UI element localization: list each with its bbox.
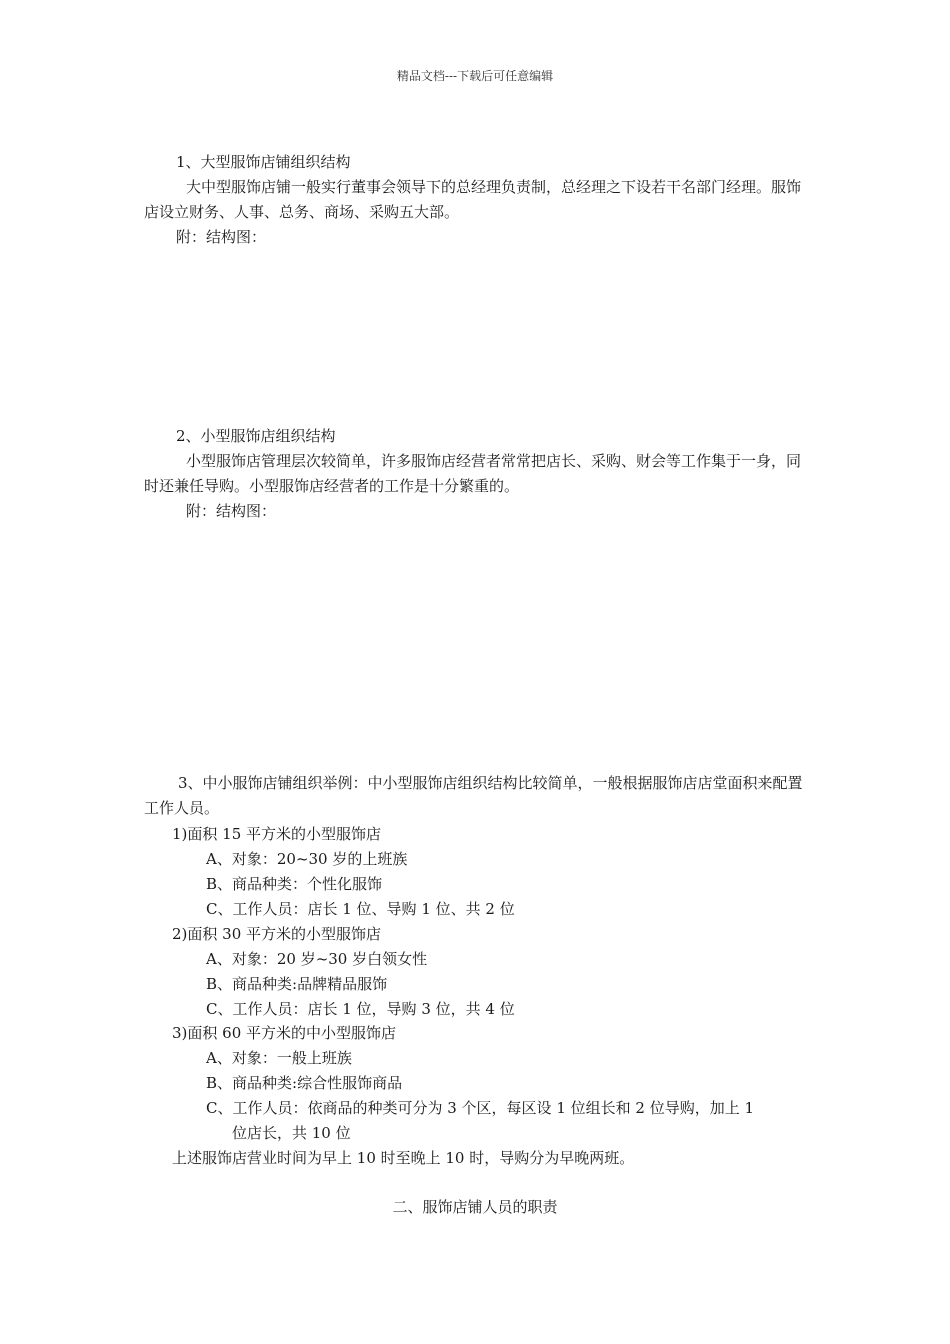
heading-2: 二、服饰店铺人员的职责 (392, 1198, 558, 1216)
section1-body: 大中型服饰店铺一般实行董事会领导下的总经理负责制，总经理之下设若干名部门经理。服饰店设立财务、人事、总务、商场、采购五大部。 (144, 178, 802, 221)
section2-body: 小型服饰店管理层次较简单，许多服饰店经营者常常把店长、采购、财会等工作集于一身，同时还兼任导购。小型服饰店经营者的工作是十分繁重的。 (144, 452, 802, 495)
shop3-staff-line1: C、工作人员：依商品的种类可分为 3 个区，每区设 1 位组长和 2 位导购，加上 1 (206, 1099, 755, 1117)
shop3-target: A、对象：一般上班族 (206, 1049, 352, 1067)
shop1-staff: C、工作人员：店长 1 位、导购 1 位、共 2 位 (206, 900, 515, 918)
shop1-title: 1)面积 15 平方米的小型服饰店 (172, 825, 382, 843)
shop3-staff-line2: 位店长，共 10 位 (232, 1124, 351, 1142)
page-header: 精品文档---下载后可任意编辑 (396, 69, 554, 83)
shop2-staff: C、工作人员：店长 1 位，导购 3 位，共 4 位 (206, 1000, 515, 1018)
section2-title: 2、小型服饰店组织结构 (176, 427, 336, 445)
section1-title: 1、大型服饰店铺组织结构 (176, 153, 351, 171)
shop1-target: A、对象：20~30 岁的上班族 (206, 850, 408, 868)
shop2-target: A、对象：20 岁~30 岁白领女性 (206, 950, 428, 968)
business-hours: 上述服饰店营业时间为早上 10 时至晚上 10 时，导购分为早晚两班。 (172, 1149, 635, 1167)
section3-intro: 3、中小服饰店铺组织举例：中小型服饰店组织结构比较简单，一般根据服饰店店堂面积来配置工作人员。 (144, 774, 803, 817)
shop2-title: 2)面积 30 平方米的小型服饰店 (172, 925, 382, 943)
section2-chart-label: 附：结构图： (186, 502, 277, 520)
shop1-goods: B、商品种类：个性化服饰 (206, 875, 383, 893)
section1-chart-label: 附：结构图： (176, 228, 267, 246)
shop3-goods: B、商品种类:综合性服饰商品 (206, 1074, 403, 1092)
shop2-goods: B、商品种类:品牌精品服饰 (206, 975, 388, 993)
shop3-title: 3)面积 60 平方米的中小型服饰店 (172, 1024, 397, 1042)
